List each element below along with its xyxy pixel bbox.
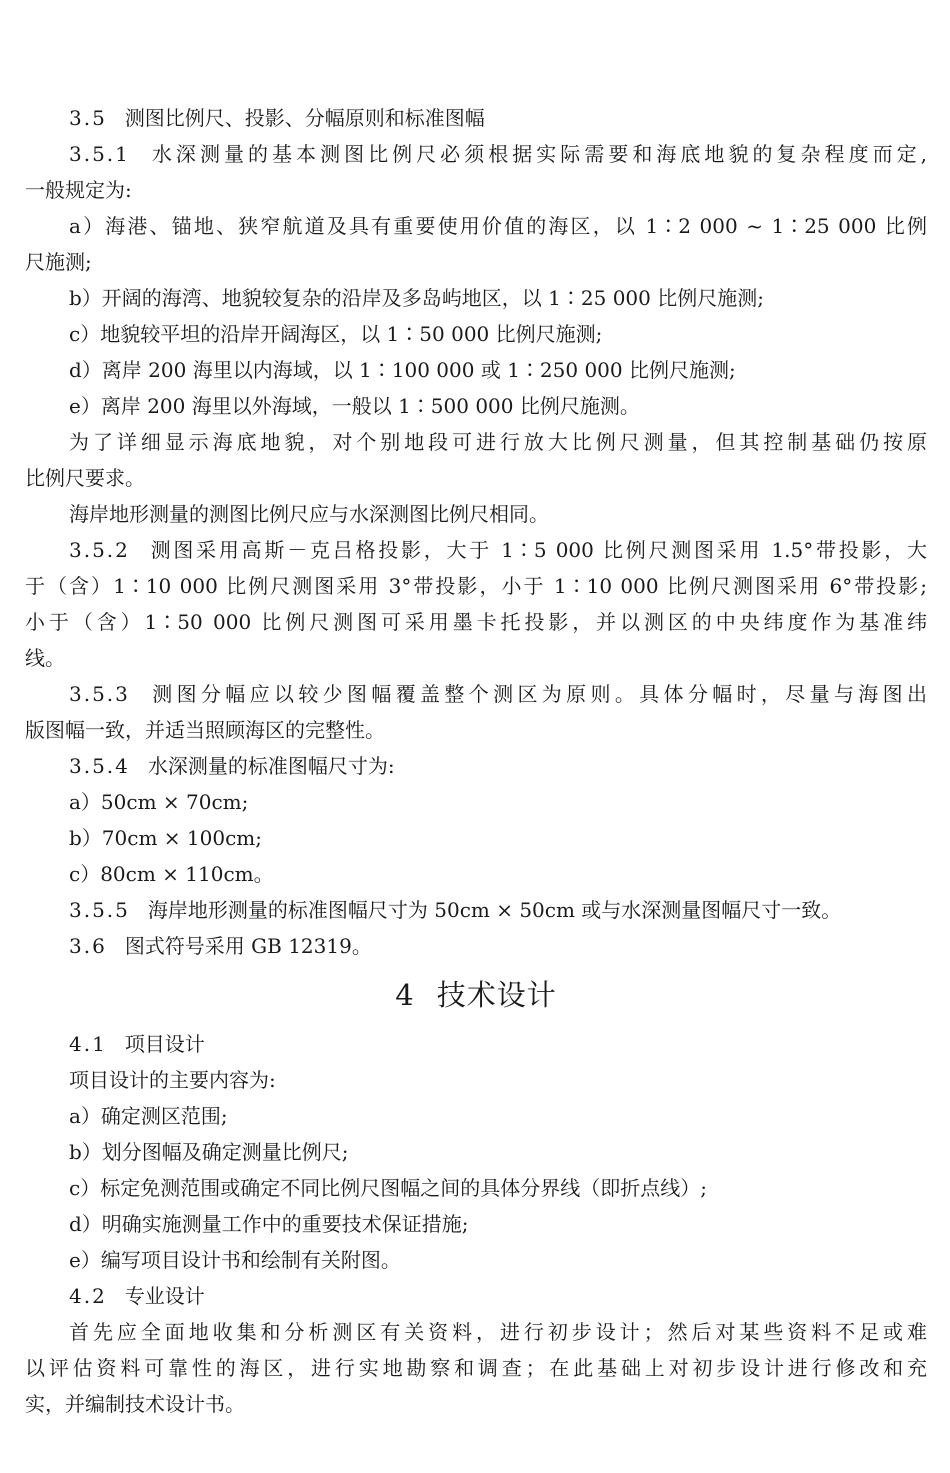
- coastal-scale-paragraph: 海岸地形测量的测图比例尺应与水深测图比例尺相同。: [69, 502, 549, 526]
- section-4-1-heading: [25, 1026, 927, 1062]
- document-page: [25, 100, 927, 1422]
- scale-item-d: d）离岸 200 海里以内海域，以 1∶100 000 或 1∶250 000 比例尺施测;: [69, 358, 736, 382]
- section-4-2-line-2: 以评估资料可靠性的海区，进行实地勘察和调查；在此基础上对初步设计进行修改和充: [25, 1356, 927, 1380]
- section-3-5-1-line-1: [25, 136, 927, 172]
- section-3-5-2-line-4: 线。: [25, 646, 65, 670]
- section-4-2-heading: [25, 1278, 927, 1314]
- section-title: 专业设计: [124, 1284, 205, 1308]
- scale-item-a-line-1: a）海港、锚地、狭窄航道及具有重要使用价值的海区，以 1∶2 000 ~ 1∶25 000 比例: [69, 214, 927, 238]
- design-item-d: d）明确实施测量工作中的重要技术保证措施;: [69, 1212, 469, 1236]
- section-number: 3.5: [69, 106, 107, 130]
- design-item-a: a）确定测区范围;: [69, 1104, 228, 1128]
- size-item-a: a）50cm × 70cm;: [69, 790, 249, 814]
- section-3-5-2-line-1: [25, 532, 927, 568]
- design-item-e: e）编写项目设计书和绘制有关附图。: [69, 1248, 401, 1272]
- section-3-5-3-line-2: 版图幅一致，并适当照顾海区的完整性。: [25, 718, 385, 742]
- section-number: 4.2: [69, 1284, 107, 1308]
- enlarge-paragraph-line-2: 比例尺要求。: [25, 466, 145, 490]
- section-number: 3.5.5: [69, 898, 130, 922]
- paragraph-text: 水深测量的基本测图比例尺必须根据实际需要和海底地貌的复杂程度而定,: [147, 142, 927, 166]
- section-number: 4.1: [69, 1032, 107, 1056]
- section-number: 3.5.2: [69, 538, 130, 562]
- section-3-6: [25, 928, 927, 964]
- section-3-5-4-heading: [25, 748, 927, 784]
- section-3-5-5: [25, 892, 927, 928]
- section-4-2-line-1: 首先应全面地收集和分析测区有关资料，进行初步设计；然后对某些资料不足或难: [69, 1320, 927, 1344]
- paragraph-text: 水深测量的标准图幅尺寸为:: [147, 754, 395, 778]
- section-3-5-3-line-1: [25, 676, 927, 712]
- size-item-c: c）80cm × 110cm。: [69, 862, 274, 886]
- section-4-2-line-3: 实，并编制技术设计书。: [25, 1392, 245, 1416]
- chapter-number: 4: [395, 978, 415, 1012]
- section-4-1-intro: 项目设计的主要内容为:: [69, 1068, 276, 1092]
- section-3-5-2-line-3: 小于（含）1∶50 000 比例尺测图可采用墨卡托投影，并以测区的中央纬度作为基准纬: [25, 610, 927, 634]
- section-3-5-2-line-2: 于（含）1∶10 000 比例尺测图采用 3°带投影，小于 1∶10 000 比例尺测图采用 6°带投影;: [25, 574, 927, 598]
- scale-item-e: e）离岸 200 海里以外海域，一般以 1∶500 000 比例尺施测。: [69, 394, 640, 418]
- section-number: 3.5.1: [69, 142, 130, 166]
- chapter-4-heading: [25, 964, 927, 1026]
- section-number: 3.5.3: [69, 682, 130, 706]
- section-3-5-1-line-2: 一般规定为:: [25, 178, 132, 202]
- section-number: 3.5.4: [69, 754, 130, 778]
- section-title: 测图比例尺、投影、分幅原则和标准图幅: [124, 106, 485, 130]
- scale-item-b: b）开阔的海湾、地貌较复杂的沿岸及多岛屿地区，以 1∶25 000 比例尺施测;: [69, 286, 764, 310]
- paragraph-text: 图式符号采用 GB 12319。: [124, 934, 372, 958]
- paragraph-text: 测图分幅应以较少图幅覆盖整个测区为原则。具体分幅时，尽量与海图出: [147, 682, 927, 706]
- scale-item-c: c）地貌较平坦的沿岸开阔海区，以 1∶50 000 比例尺施测;: [69, 322, 603, 346]
- design-item-b: b）划分图幅及确定测量比例尺;: [69, 1140, 349, 1164]
- section-number: 3.6: [69, 934, 107, 958]
- section-3-5-heading: [25, 100, 927, 136]
- paragraph-text: 测图采用高斯－克吕格投影，大于 1∶5 000 比例尺测图采用 1.5°带投影，大: [147, 538, 927, 562]
- chapter-title: 技术设计: [436, 978, 557, 1012]
- paragraph-text: 海岸地形测量的标准图幅尺寸为 50cm × 50cm 或与水深测量图幅尺寸一致。: [147, 898, 842, 922]
- section-title: 项目设计: [124, 1032, 205, 1056]
- size-item-b: b）70cm × 100cm;: [69, 826, 262, 850]
- scale-item-a-line-2: 尺施测;: [25, 250, 92, 274]
- design-item-c: c）标定免测范围或确定不同比例尺图幅之间的具体分界线（即折点线）;: [69, 1176, 707, 1200]
- enlarge-paragraph-line-1: 为了详细显示海底地貌，对个别地段可进行放大比例尺测量，但其控制基础仍按原: [69, 430, 927, 454]
